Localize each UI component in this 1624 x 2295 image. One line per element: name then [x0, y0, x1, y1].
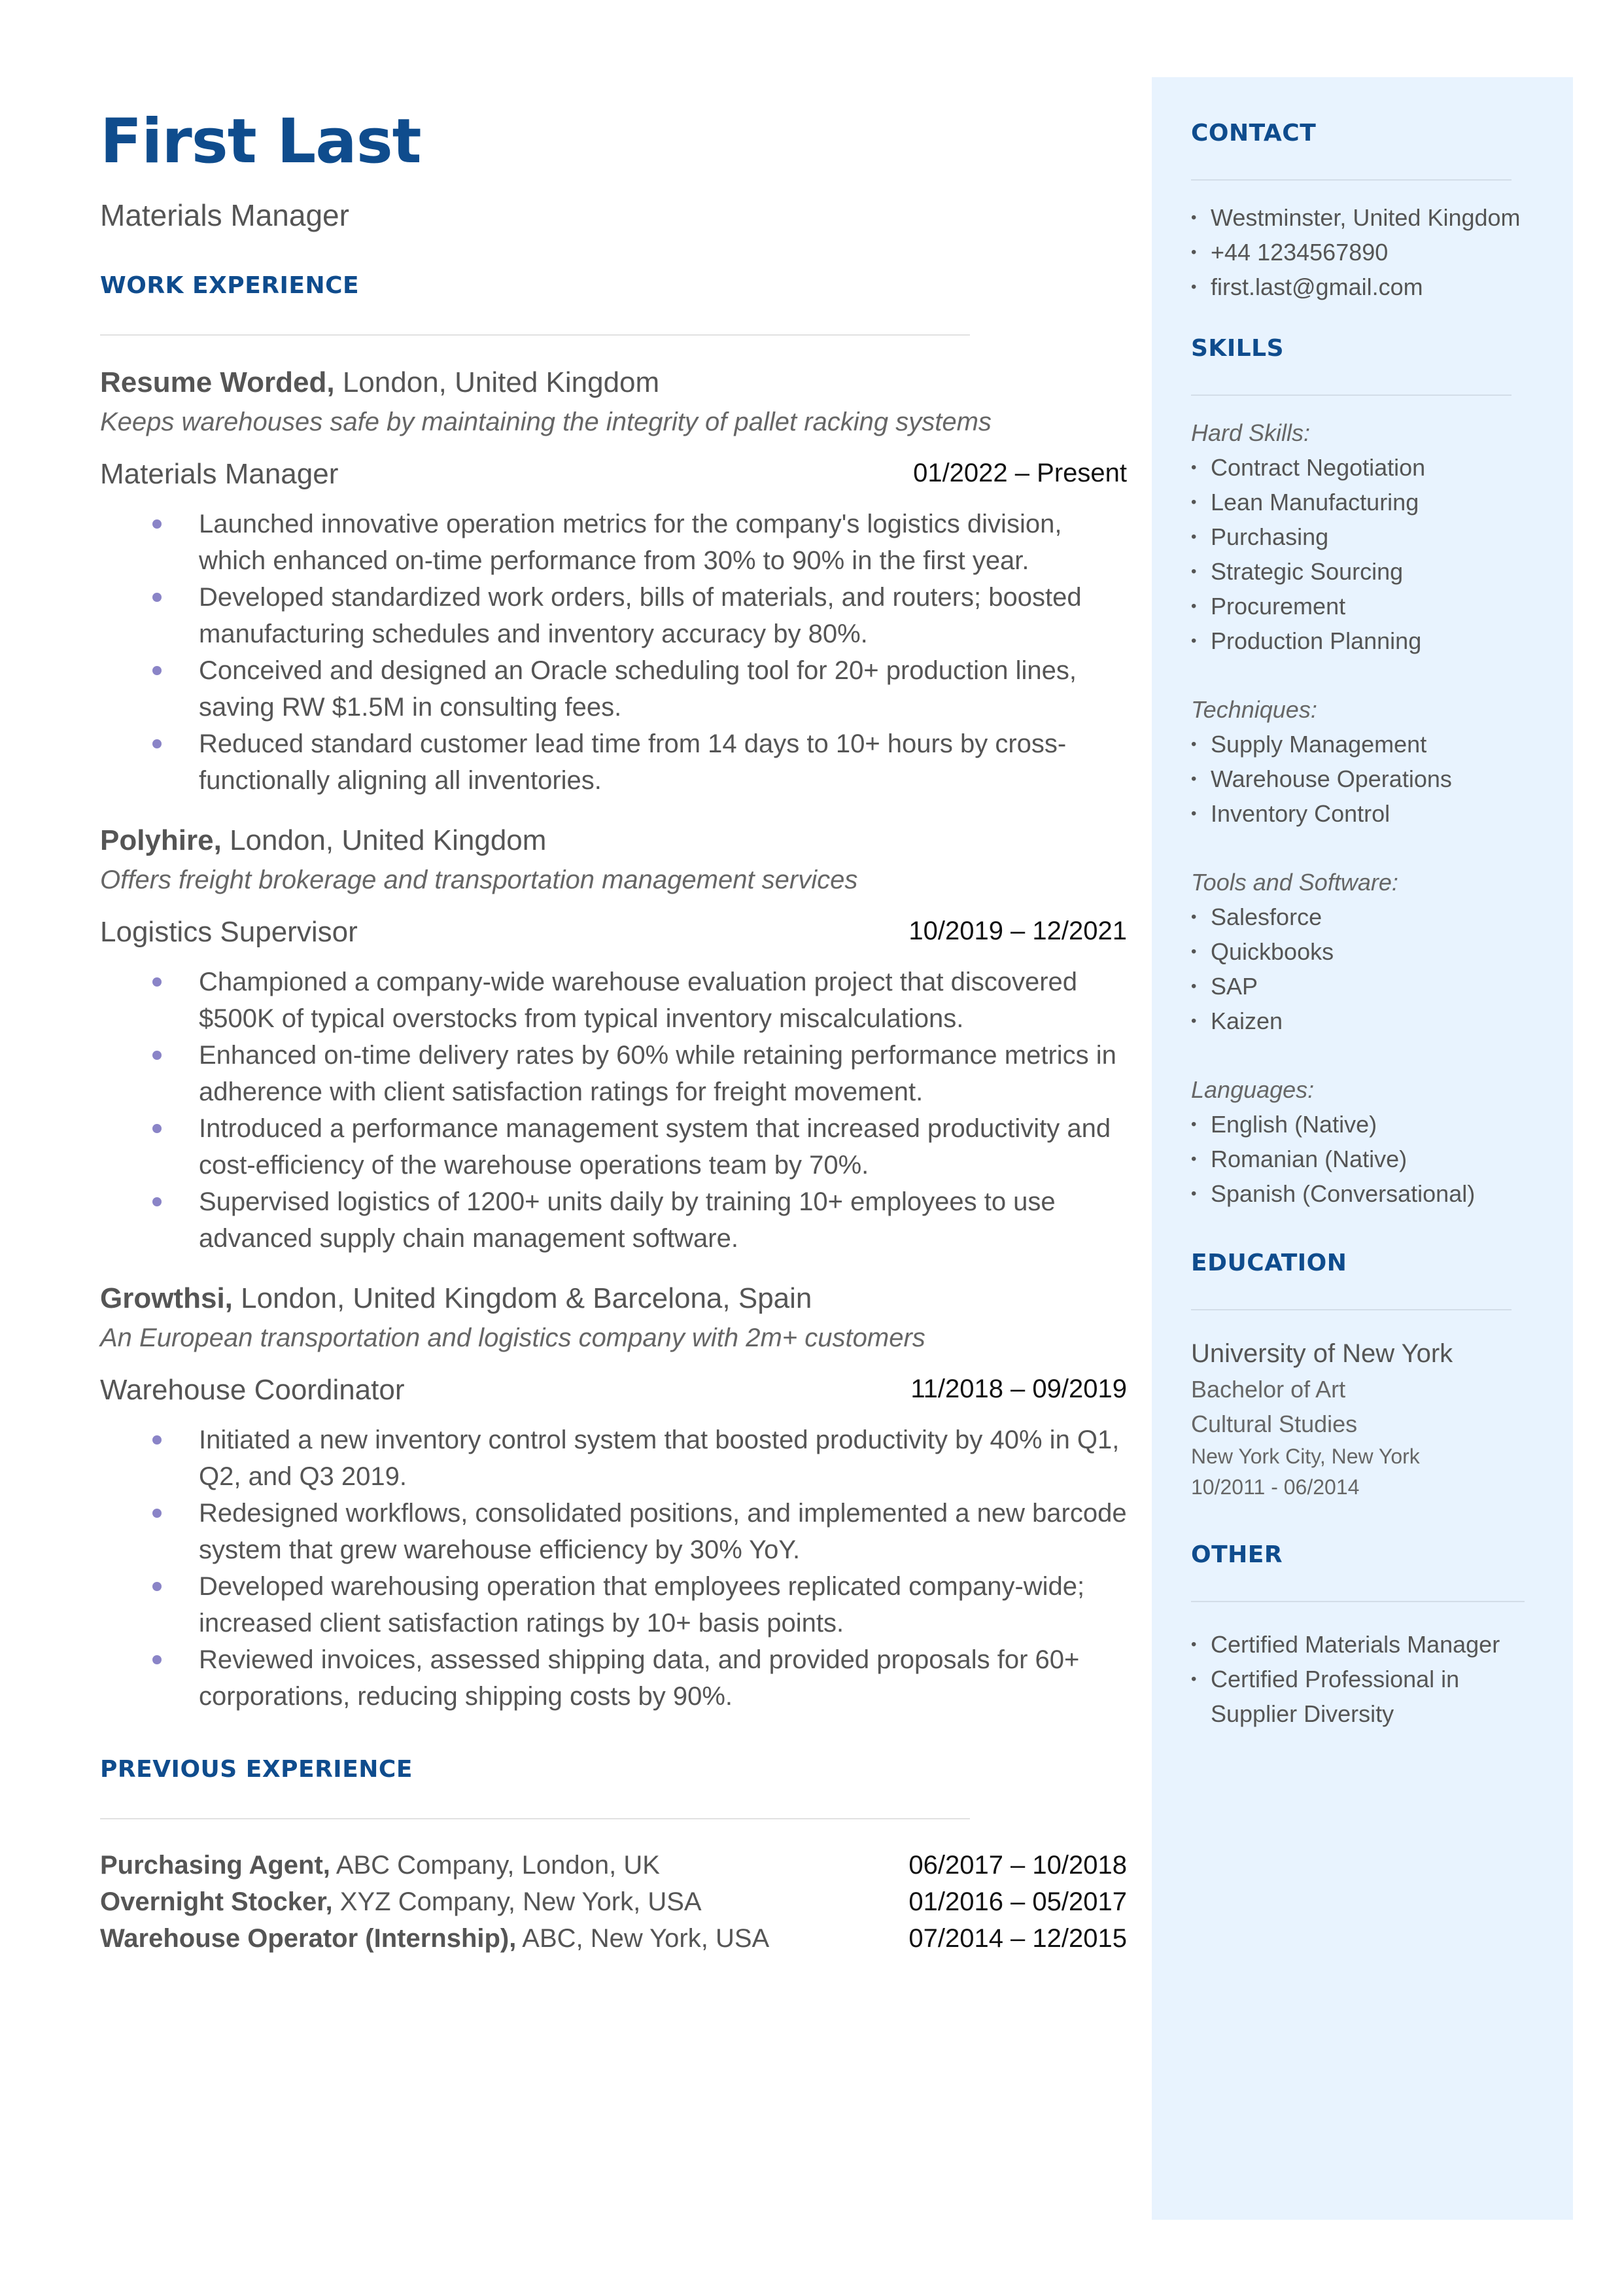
education-school: University of New York	[1191, 1339, 1453, 1368]
job-entry	[100, 826, 1127, 1257]
education-degree: Bachelor of Art	[1191, 1376, 1346, 1403]
list-item: • Warehouse Operations	[1191, 762, 1538, 796]
skill-group	[1191, 415, 1538, 658]
skill-group-label: Techniques:	[1191, 696, 1317, 723]
job-description: An European transportation and logistics company with 2m+ customers	[100, 1323, 925, 1352]
job-location: London, United Kingdom & Barcelona, Spain	[232, 1282, 812, 1314]
section-divider	[100, 334, 970, 336]
main-column	[100, 106, 1127, 1957]
list-item: • Quickbooks	[1191, 934, 1538, 969]
job-description: Offers freight brokerage and transportation management services	[100, 866, 858, 894]
skill-group	[1191, 1072, 1538, 1211]
job-description: Keeps warehouses safe by maintaining the integrity of pallet racking systems	[100, 408, 992, 436]
list-item: Introduced a performance management system that increased productivity and cost-efficiency of the warehouse operations team by 70%.	[100, 1110, 1127, 1183]
job-dates: 10/2019 – 12/2021	[908, 917, 1127, 945]
skill-group	[1191, 692, 1538, 831]
previous-org: ABC, New York, USA	[516, 1924, 770, 1953]
job-title: Warehouse Coordinator	[100, 1374, 405, 1406]
section-divider	[1191, 1601, 1525, 1602]
contact-location: • Westminster, United Kingdom	[1191, 200, 1538, 235]
previous-title: Overnight Stocker,	[100, 1887, 333, 1916]
job-entry	[100, 368, 1127, 799]
list-item: Redesigned workflows, consolidated positions, and implemented a new barcode system that grew warehouse efficiency by 30% YoY.	[100, 1495, 1127, 1568]
list-item: Reviewed invoices, assessed shipping data, and provided proposals for 60+ corporations, reducing shipping costs by 90%.	[100, 1641, 1127, 1715]
bullet-dot-icon	[152, 666, 162, 675]
education-location: New York City, New York	[1191, 1445, 1420, 1468]
list-item: Reduced standard customer lead time from 14 days to 10+ hours by cross-functionally aligning all inventories.	[100, 726, 1127, 799]
previous-org: XYZ Company, New York, USA	[332, 1887, 702, 1916]
list-item: • Salesforce	[1191, 900, 1538, 934]
job-company: Growthsi,	[100, 1282, 233, 1314]
list-item: Developed standardized work orders, bills of materials, and routers; boosted manufacturing schedules and inventory accuracy by 80%.	[100, 579, 1127, 652]
job-company-line	[100, 1284, 1127, 1313]
previous-dates: 01/2016 – 05/2017	[908, 1887, 1127, 1916]
job-dates: 11/2018 – 09/2019	[910, 1375, 1127, 1403]
job-entry	[100, 1284, 1127, 1715]
job-title-row	[100, 1376, 1127, 1405]
skill-group-label: Languages:	[1191, 1076, 1315, 1103]
education-dates: 10/2011 - 06/2014	[1191, 1475, 1360, 1499]
list-item: Championed a company-wide warehouse evaluation project that discovered $500K of typical overstocks from typical inventory miscalculations.	[100, 964, 1127, 1037]
work-experience-heading: WORK EXPERIENCE	[100, 272, 360, 299]
list-item: • Supply Management	[1191, 727, 1538, 762]
job-company: Polyhire,	[100, 824, 222, 856]
education-field: Cultural Studies	[1191, 1410, 1358, 1437]
list-item: • Production Planning	[1191, 623, 1538, 658]
job-company: Resume Worded,	[100, 366, 335, 398]
previous-title: Warehouse Operator (Internship),	[100, 1924, 517, 1953]
bullet-dot-icon	[152, 1197, 162, 1206]
education-heading: EDUCATION	[1191, 1250, 1347, 1276]
skill-group-label: Tools and Software:	[1191, 869, 1398, 896]
list-item	[100, 1920, 1127, 1957]
list-item	[100, 1883, 1127, 1920]
list-item: • Lean Manufacturing	[1191, 485, 1538, 519]
bullet-dot-icon	[152, 977, 162, 987]
other-list	[1191, 1627, 1538, 1731]
skill-group	[1191, 865, 1538, 1038]
job-bullets	[100, 1422, 1127, 1715]
contact-heading: CONTACT	[1191, 120, 1317, 147]
bullet-dot-icon	[152, 1435, 162, 1445]
list-item: • English (Native)	[1191, 1107, 1538, 1142]
section-divider	[1191, 1309, 1512, 1310]
bullet-dot-icon	[152, 593, 162, 602]
previous-experience-list	[100, 1847, 1127, 1957]
education-entry	[1191, 1335, 1538, 1503]
sidebar-content	[1191, 77, 1538, 1731]
bullet-dot-icon	[152, 519, 162, 529]
sidebar	[1152, 77, 1573, 2220]
list-item: Launched innovative operation metrics for the company's logistics division, which enhanced on-time performance from 30% to 90% in the first year.	[100, 506, 1127, 579]
job-company-line	[100, 826, 1127, 855]
bullet-dot-icon	[152, 739, 162, 748]
list-item: • SAP	[1191, 969, 1538, 1004]
list-item: Developed warehousing operation that employees replicated company-wide; increased client satisfaction ratings by 10+ basis points.	[100, 1568, 1127, 1641]
list-item: • Certified Materials Manager	[1191, 1627, 1538, 1662]
bullet-dot-icon	[152, 1509, 162, 1518]
list-item: • Procurement	[1191, 589, 1538, 623]
section-divider	[1191, 394, 1512, 396]
list-item: Initiated a new inventory control system that boosted productivity by 40% in Q1, Q2, and Q3 2019.	[100, 1422, 1127, 1495]
job-dates: 01/2022 – Present	[913, 459, 1127, 487]
bullet-dot-icon	[152, 1124, 162, 1133]
contact-phone: • +44 1234567890	[1191, 235, 1538, 270]
list-item: • Purchasing	[1191, 519, 1538, 554]
previous-org: ABC Company, London, UK	[330, 1851, 660, 1880]
contact-list	[1191, 200, 1538, 304]
other-heading: OTHER	[1191, 1541, 1283, 1568]
list-item: • Certified Professional in Supplier Diversity	[1191, 1662, 1538, 1731]
list-item: • Strategic Sourcing	[1191, 554, 1538, 589]
previous-title: Purchasing Agent,	[100, 1851, 330, 1880]
previous-dates: 06/2017 – 10/2018	[908, 1851, 1127, 1880]
bullet-dot-icon	[152, 1655, 162, 1664]
job-title: Materials Manager	[100, 458, 339, 490]
previous-dates: 07/2014 – 12/2015	[908, 1924, 1127, 1953]
section-divider	[1191, 179, 1512, 181]
list-item	[100, 1847, 1127, 1883]
list-item: • Spanish (Conversational)	[1191, 1176, 1538, 1211]
skill-group-label: Hard Skills:	[1191, 419, 1311, 446]
list-item: Enhanced on-time delivery rates by 60% while retaining performance metrics in adherence with client satisfaction ratings for freight movement.	[100, 1037, 1127, 1110]
candidate-role: Materials Manager	[100, 198, 349, 232]
list-item: • Contract Negotiation	[1191, 450, 1538, 485]
job-location: London, United Kingdom	[334, 366, 660, 398]
bullet-dot-icon	[152, 1051, 162, 1060]
contact-email: • first.last@gmail.com	[1191, 270, 1538, 304]
list-item: • Kaizen	[1191, 1004, 1538, 1038]
list-item: • Inventory Control	[1191, 796, 1538, 831]
list-item: Conceived and designed an Oracle scheduling tool for 20+ production lines, saving RW $1.5M in consulting fees.	[100, 652, 1127, 726]
job-title: Logistics Supervisor	[100, 916, 358, 948]
job-location: London, United Kingdom	[221, 824, 547, 856]
job-title-row	[100, 460, 1127, 489]
job-company-line	[100, 368, 1127, 397]
job-bullets	[100, 506, 1127, 799]
job-bullets	[100, 964, 1127, 1257]
skills-heading: SKILLS	[1191, 335, 1285, 362]
list-item: • Romanian (Native)	[1191, 1142, 1538, 1176]
bullet-dot-icon	[152, 1582, 162, 1591]
job-title-row	[100, 918, 1127, 947]
list-item: Supervised logistics of 1200+ units daily by training 10+ employees to use advanced supply chain management software.	[100, 1183, 1127, 1257]
section-divider	[100, 1818, 970, 1819]
previous-experience-heading: PREVIOUS EXPERIENCE	[100, 1756, 413, 1783]
candidate-name: First Last	[100, 106, 421, 177]
